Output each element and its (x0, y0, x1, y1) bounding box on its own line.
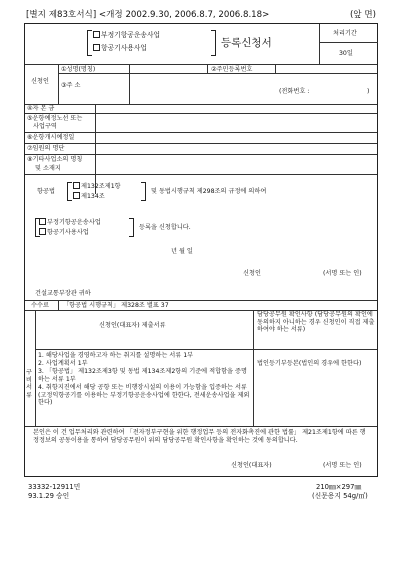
biz-suffix: 등록을 신청합니다. (139, 224, 191, 231)
submit-item-3: 3. 「항공법」 제132조제3항 및 동법 제134조제2항의 기준에 적합함을 증명하는 서류 1부 (38, 368, 247, 383)
office-label: ⑧기타사업소의 명칭 (27, 156, 83, 163)
footer-code: 33332-12911민 (28, 483, 81, 491)
start-date-label: ⑥운항개시예정일 (27, 134, 75, 141)
capital-label: ④자 본 금 (27, 105, 55, 112)
consent-signer: 신청인(대표자) (231, 462, 272, 469)
check-header: 담당공무원 확인사항 (담당공무원의 확인에 동의하지 아니하는 경우 신청인이 직접 제출하여야 하는 서류) (257, 311, 375, 334)
phone-close: ) (367, 88, 370, 95)
biz-option-use[interactable]: 항공기사용사업 (39, 228, 89, 236)
sign-note: (서명 또는 인) (323, 270, 362, 277)
law-option-132[interactable]: 제132조제1항 (73, 182, 121, 190)
option-air-transport[interactable]: 부정기항공운송사업 (93, 31, 160, 39)
biz-option-air[interactable]: 부정기항공운송사업 (39, 218, 101, 226)
option-bracket-left (87, 30, 92, 56)
consent-sign-note: (서명 또는 인) (323, 462, 362, 469)
applicant-label: 신청인 (31, 78, 49, 85)
check-item: 법인등기부등본(법인의 경우에 한한다) (257, 360, 362, 367)
period-value: 30일 (339, 50, 353, 57)
route-label-2: 사업구역 (33, 123, 57, 130)
option-aircraft-use[interactable]: 항공기사용사업 (93, 44, 147, 52)
docs-side-label: 구비서류 (26, 369, 32, 399)
footer-size: 210㎜×297㎜ (316, 483, 362, 491)
form-title: 등록신청서 (221, 37, 272, 49)
option-bracket-right (211, 30, 216, 56)
addressee: 건설교통부장관 귀하 (35, 290, 91, 297)
submit-item-2: 2. 사업계획서 1부 (38, 360, 88, 367)
signer-label: 신청인 (243, 270, 261, 277)
id-label: ②주민등록번호 (211, 66, 253, 73)
fee-label: 수수료 (31, 302, 49, 309)
side-label: (앞 면) (349, 10, 376, 20)
submit-header: 신청인(대표자) 제출서류 (99, 322, 166, 329)
route-label: ⑤운항예정노선 또는 (27, 115, 83, 122)
registration-form (24, 23, 378, 477)
law-suffix: 및 동법시행규칙 제298조의 규정에 의하여 (151, 188, 267, 195)
phone-label: (전화번호 : (279, 88, 310, 95)
form-code: [별지 제83호서식] <개정 2002.9.30, 2006.8.7, 2006.8.18> (26, 10, 270, 20)
consent-text: 본인은 이 건 업무처리와 관련하여 「전자정부구현을 위한 행정업무 등의 전자화촉진에 관한 법률」 제21조제1항에 따른 행정정보의 공동이용을 통하여 담당공무원이 위의 담당공무원 확인사항을 확인하는 것에 동의합니다. (33, 429, 366, 444)
officers-label: ⑦임원의 명단 (27, 145, 65, 152)
fee-text: 「항공법 시행규칙」 제328조 별표 37 (63, 302, 169, 309)
name-label: ①성명(명칭) (61, 66, 96, 73)
footer-paper: (신문용지 54g/㎡) (312, 492, 368, 500)
footer-approved: 93.1.29 승인 (28, 492, 70, 500)
submit-item-4: 4. 취항지진에서 해당 공항 또는 비행장시설의 이용이 가능함을 입증하는 서류(고정익항공기를 이용하는 부정기항공운송사업에 한한다, 전세운송사업을 제외한다) (38, 384, 250, 407)
law-prefix: 항공법 (37, 188, 55, 195)
submit-item-1: 1. 해당사업을 경영하고자 하는 취지를 설명하는 서류 1부 (38, 352, 194, 359)
law-option-134[interactable]: 제134조 (73, 192, 105, 200)
office-label-2: 및 소재지 (35, 165, 61, 172)
address-label: ③주 소 (61, 82, 81, 89)
date-line: 년 월 일 (171, 248, 193, 255)
form-header (26, 8, 376, 20)
period-label: 처리기간 (333, 30, 357, 37)
